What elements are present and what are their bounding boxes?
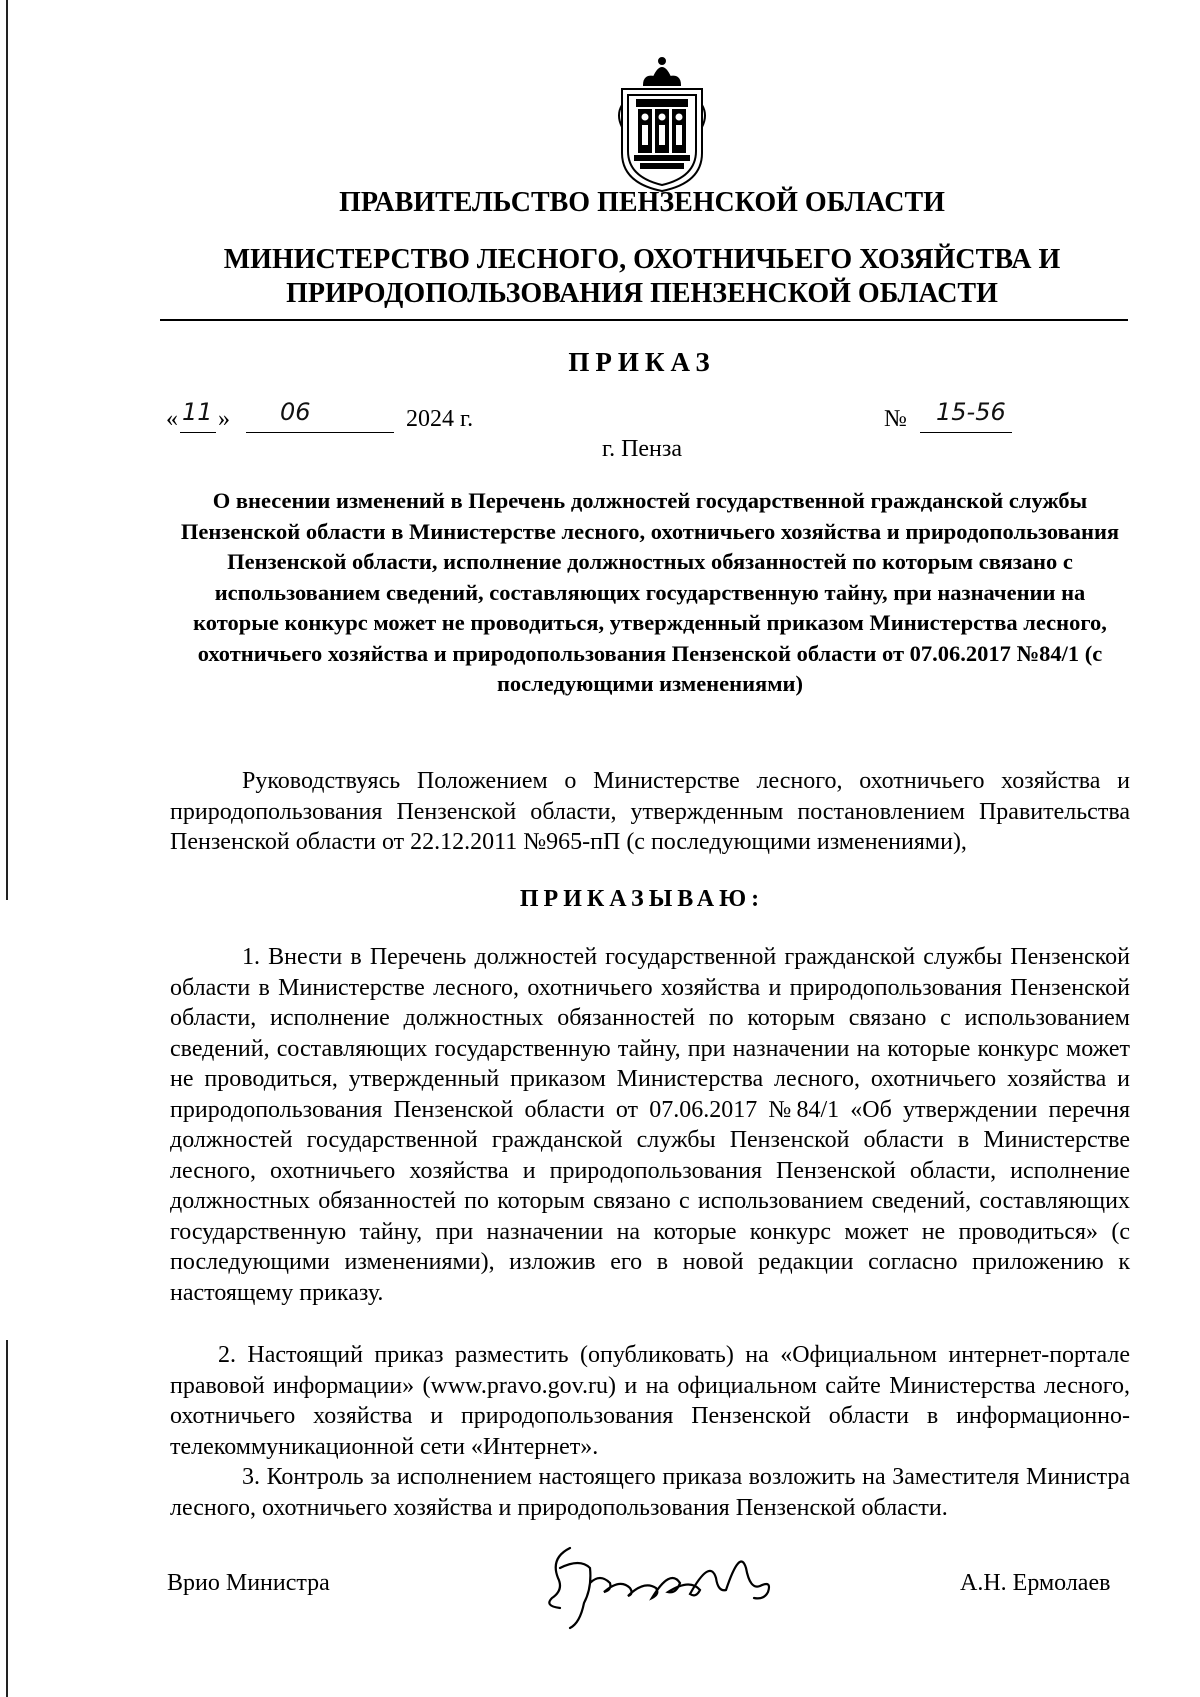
header-divider (160, 319, 1128, 321)
ministry-title-line1: МИНИСТЕРСТВО ЛЕСНОГО, ОХОТНИЧЬЕГО ХОЗЯЙСТВА И (223, 244, 1061, 275)
order-item-2: 2. Настоящий приказ разместить (опубликовать) на «Официальном интернет-портале правовой информации» (www.pravo.gov.ru) и на официальном сайте Министерства лесного, охотничьего хозяйства и природопользования Пензенской области в информационно-телекоммуникационной сети «Интернет». (170, 1342, 1130, 1460)
order-subject: О внесении изменений в Перечень должностей государственной гражданской службы Пензенской области в Министерстве лесного, охотничьего хозяйства и природопользования Пензенской области, исполнение должностных обязанностей по которым связано с использованием сведений, составляющих государственную тайну, при назначении на которые конкурс может не проводиться, утвержденный приказом Министерства лесного, охотничьего хозяйства и природопользования Пензенской области от 07.06.2017 №84/1 (с последующими изменениями) (180, 488, 1120, 696)
date-open-quote: « (166, 406, 178, 432)
signatory-name: А.Н. Ермолаев (960, 1570, 1111, 1596)
scan-edge (6, 1340, 8, 1697)
intro-paragraph: Руководствуясь Положением о Министерстве лесного, охотничьего хозяйства и природопользования Пензенской области, утвержденным постановлением Правительства Пензенской области от 22.12.2011 №965-пП (с последующими изменениями), (170, 768, 1130, 855)
date-month: 06 (280, 398, 311, 426)
date-number-line (166, 398, 1126, 438)
day-underline (180, 432, 216, 433)
number-underline (920, 432, 1012, 433)
order-word: ПРИКАЗЫВАЮ: (519, 886, 765, 912)
month-underline (246, 432, 394, 433)
government-title: ПРАВИТЕЛЬСТВО ПЕНЗЕНСКОЙ ОБЛАСТИ (339, 187, 945, 218)
order-number: 15-56 (936, 398, 1006, 426)
number-label: № (884, 406, 907, 432)
order-item-3: 3. Контроль за исполнением настоящего приказа возложить на Заместителя Министра лесного, охотничьего хозяйства и природопользования Пензенской области. (170, 1464, 1130, 1521)
scan-edge (6, 0, 8, 900)
city: г. Пенза (601, 436, 683, 462)
signatory-position: Врио Министра (167, 1570, 330, 1596)
date-year: 2024 г. (406, 406, 474, 432)
order-item-1: 1. Внести в Перечень должностей государственной гражданской службы Пензенской области в Министерстве лесного, охотничьего хозяйства и природопользования Пензенской области, исполнение должностных обязанностей по которым связано с использованием сведений, составляющих государственную тайну, при назначении на которые конкурс может не проводиться, утвержденный приказом Министерства лесного, охотничьего хозяйства и природопользования Пензенской области от 07.06.2017 №84/1 «Об утверждении перечня должностей государственной гражданской службы Пензенской области в Министерстве лесного, охотничьего хозяйства и природопользования Пензенской области, исполнение должностных обязанностей по которым связано с использованием сведений, составляющих государственную тайну, при назначении на которые конкурс может не проводиться» (с последующими изменениями), изложив его в новой редакции согласно приложению к настоящему приказу. (170, 944, 1130, 1306)
document-type: ПРИКАЗ (568, 347, 716, 377)
ministry-title (42, 243, 1200, 311)
ministry-title-line2: ПРИРОДОПОЛЬЗОВАНИЯ ПЕНЗЕНСКОЙ ОБЛАСТИ (286, 278, 998, 309)
handwritten-signature (540, 1528, 800, 1638)
date-close-quote: » (218, 406, 230, 432)
date-day: 11 (182, 398, 213, 426)
coat-of-arms-icon (614, 55, 710, 195)
